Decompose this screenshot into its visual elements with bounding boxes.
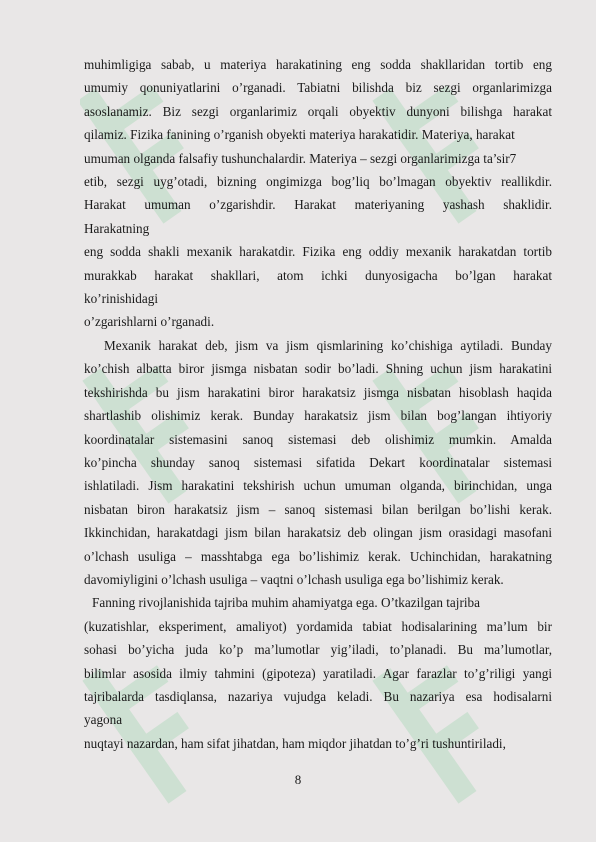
text-line: nisbatan biron harakatsiz jism – sanoq sistemasi bilan berilgan bo’lishi kerak. bbox=[84, 501, 552, 517]
text-line: murakkab harakat shakllari, atom ichki dunyosigacha bo’lgan harakat bbox=[84, 267, 552, 283]
text-line: Ikkinchidan, harakatdagi jism bilan harakatsiz deb olingan jism orasidagi masofani bbox=[84, 525, 552, 541]
text-line: o’lchash usuliga – masshtabga ega bo’lishimiz kerak. Uchinchidan, harakatning bbox=[84, 548, 552, 564]
text-line: yagona bbox=[84, 712, 123, 728]
page-number: 8 bbox=[294, 772, 302, 787]
text-line: ko’rinishidagi bbox=[84, 291, 158, 307]
text-line: Mexanik harakat deb, jism va jism qismlarining ko’chishiga aytiladi. Bunday bbox=[104, 337, 552, 353]
text-line: etib, sezgi uyg’otadi, bizning ongimizga bog’liq bo’lmagan obyektiv reallikdir. bbox=[84, 174, 552, 190]
text-line: asoslanamiz. Biz sezgi organlarimiz orqali obyektiv dunyoni bilishga harakat bbox=[84, 103, 552, 119]
text-line: nuqtayi nazardan, ham sifat jihatdan, ham miqdor jihatdan to’g’ri tushuntiriladi, bbox=[84, 735, 506, 751]
text-line: davomiyligini o’lchash usuliga – vaqtni o’lchash usuliga ega bo’lishimiz kerak. bbox=[84, 571, 504, 587]
text-line: qilamiz. Fizika fanining o’rganish obyekti materiya harakatidir. Materiya, harakat bbox=[84, 127, 515, 143]
text-line: umuman olganda falsafiy tushunchalardir. Materiya – sezgi organlarimizga ta’sir7 bbox=[84, 150, 517, 166]
document-body bbox=[84, 53, 552, 755]
text-line: shartlashib olishimiz kerak. Bunday harakatsiz jism bilan bog’langan ihtiyoriy bbox=[84, 408, 552, 424]
text-line: bilimlar asosida ilmiy tahmini (gipoteza) yaratiladi. Agar farazlar to’g’riligi yangi bbox=[84, 665, 552, 681]
text-line: tekshirishda bu jism harakatini biror harakatsiz jismga nisbatan hisoblash haqida bbox=[84, 384, 552, 400]
text-line: sohasi bo’yicha juda ko’p ma’lumotlar yig’iladi, to’planadi. Bu ma’lumotlar, bbox=[84, 642, 552, 658]
text-line: Fanning rivojlanishida tajriba muhim ahamiyatga ega. O’tkazilgan tajriba bbox=[92, 595, 480, 611]
text-line: ko’pincha shunday sanoq sistemasi sifatida Dekart koordinatalar sistemasi bbox=[84, 454, 552, 470]
text-line: muhimligiga sabab, u materiya harakatining eng sodda shakllaridan tortib eng bbox=[84, 57, 552, 72]
text-line: ishlatiladi. Jism harakatini tekshirish uchun umuman olganda, birinchidan, unga bbox=[84, 478, 552, 494]
text-line: Harakatning bbox=[84, 220, 150, 236]
text-line: o’zgarishlarni o’rganadi. bbox=[84, 314, 215, 330]
text-line: umumiy qonuniyatlarini o’rganadi. Tabiatni bilishda biz sezgi organlarimizga bbox=[84, 80, 552, 96]
text-line: tajribalarda tasdiqlansa, nazariya vujudga keladi. Bu nazariya esa hodisalarni bbox=[84, 688, 552, 704]
text-line: (kuzatishlar, eksperiment, amaliyot) yordamida tabiat hodisalarining ma’lum bir bbox=[84, 618, 552, 634]
text-line: koordinatalar sistemasini sanoq sistemasi deb olishimiz mumkin. Amalda bbox=[84, 431, 552, 447]
text-line: ko’chish albatta biror jismga nisbatan sodir bo’ladi. Shning uchun jism harakatini bbox=[84, 361, 552, 377]
text-line: eng sodda shakli mexanik harakatdir. Fizika eng oddiy mexanik harakatdan tortib bbox=[84, 244, 552, 260]
text-line: Harakat umuman o’zgarishdir. Harakat materiyaning yashash shaklidir. bbox=[84, 197, 552, 213]
